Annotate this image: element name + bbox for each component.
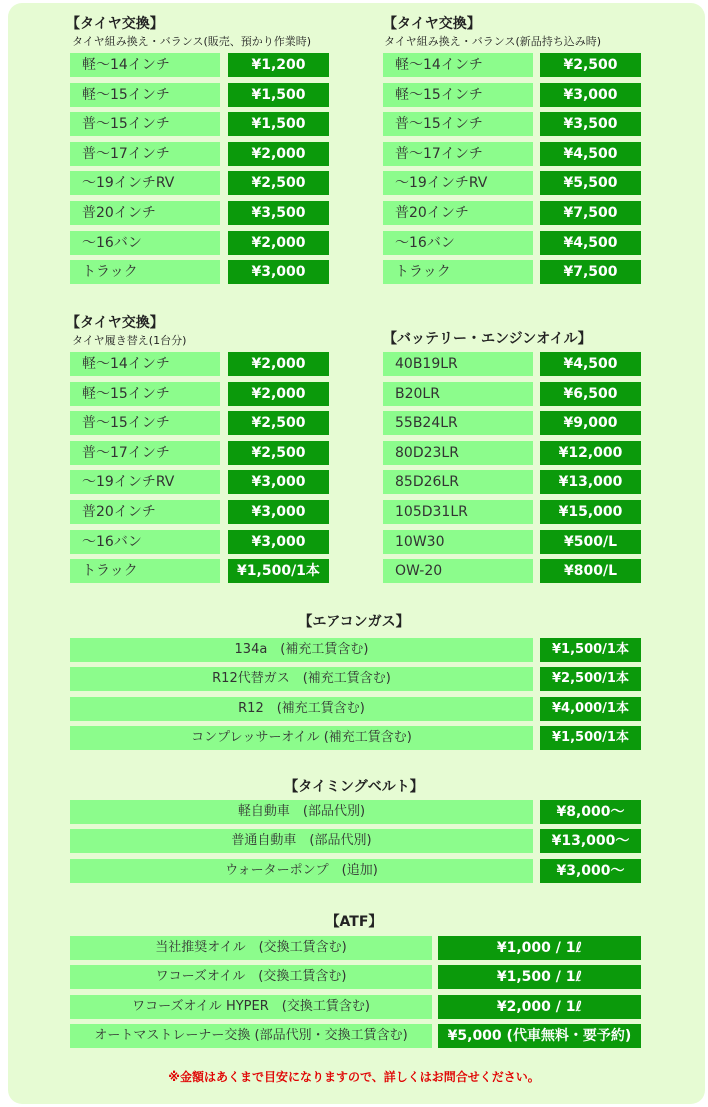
row-price: ¥2,000	[228, 352, 329, 376]
row-label: R12代替ガス (補充工賃含む)	[70, 667, 533, 691]
row-price: ¥3,500	[228, 201, 329, 225]
row-price: ¥4,000/1本	[540, 697, 641, 721]
row-label: B20LR	[383, 382, 533, 406]
row-price: ¥7,500	[540, 260, 641, 284]
row-price: ¥2,000	[228, 382, 329, 406]
row-label: 軽～15インチ	[383, 83, 533, 107]
row-price: ¥3,500	[540, 112, 641, 136]
row-label: トラック	[70, 559, 220, 583]
row-price: ¥2,000 / 1ℓ	[438, 995, 641, 1019]
row-label: 80D23LR	[383, 441, 533, 465]
row-price: ¥4,500	[540, 352, 641, 376]
row-price: ¥9,000	[540, 411, 641, 435]
row-label: 軽～15インチ	[70, 83, 220, 107]
row-label: 40B19LR	[383, 352, 533, 376]
row-price: ¥3,000	[540, 83, 641, 107]
row-label: オートマストレーナー交換 (部品代別・交換工賃含む)	[70, 1024, 432, 1048]
row-price: ¥1,500	[228, 112, 329, 136]
row-label: 普～15インチ	[383, 112, 533, 136]
row-price: ¥15,000	[540, 500, 641, 524]
row-price: ¥12,000	[540, 441, 641, 465]
row-label: ～19インチRV	[383, 171, 533, 195]
timing-belt-title: 【タイミングベルト】	[284, 779, 424, 795]
row-price: ¥1,500	[228, 83, 329, 107]
row-price: ¥5,500	[540, 171, 641, 195]
row-price: ¥3,000	[228, 470, 329, 494]
row-price: ¥3,000	[228, 500, 329, 524]
row-price: ¥2,500	[228, 411, 329, 435]
row-price: ¥500/L	[540, 530, 641, 554]
row-label: トラック	[383, 260, 533, 284]
row-label: 134a (補充工賃含む)	[70, 638, 533, 662]
row-price: ¥6,500	[540, 382, 641, 406]
row-label: コンプレッサーオイル (補充工賃含む)	[70, 726, 533, 750]
row-price: ¥2,500/1本	[540, 667, 641, 691]
row-label: ワコーズオイル HYPER (交換工賃含む)	[70, 995, 432, 1019]
tire-sale-subtitle: タイヤ組み換え・バランス(販売、預かり作業時)	[72, 35, 312, 48]
row-price: ¥4,500	[540, 231, 641, 255]
row-label: ワコーズオイル (交換工賃含む)	[70, 965, 432, 989]
aircon-title: 【エアコンガス】	[298, 614, 410, 630]
row-label: トラック	[70, 260, 220, 284]
row-price: ¥800/L	[540, 559, 641, 583]
row-price: ¥2,500	[540, 53, 641, 77]
row-price: ¥2,000	[228, 142, 329, 166]
row-label: 普～15インチ	[70, 112, 220, 136]
tire-swap-subtitle: タイヤ履き替え(1台分)	[72, 334, 187, 347]
row-label: 55B24LR	[383, 411, 533, 435]
row-label: ～19インチRV	[70, 470, 220, 494]
row-price: ¥1,500 / 1ℓ	[438, 965, 641, 989]
row-label: 軽～14インチ	[70, 53, 220, 77]
battery-oil-title: 【バッテリー・エンジンオイル】	[383, 331, 592, 347]
row-price: ¥2,500	[228, 171, 329, 195]
row-label: 普～17インチ	[70, 441, 220, 465]
row-price: ¥7,500	[540, 201, 641, 225]
row-price: ¥1,500/1本	[540, 726, 641, 750]
row-label: 普～17インチ	[383, 142, 533, 166]
row-label: 普20インチ	[70, 500, 220, 524]
tire-swap-title: 【タイヤ交換】	[66, 315, 164, 331]
row-label: 普～17インチ	[70, 142, 220, 166]
row-label: 105D31LR	[383, 500, 533, 524]
row-label: 85D26LR	[383, 470, 533, 494]
row-price: ¥4,500	[540, 142, 641, 166]
row-price: ¥13,000～	[540, 829, 641, 853]
row-label: 普20インチ	[383, 201, 533, 225]
row-price: ¥3,000～	[540, 859, 641, 883]
row-price: ¥1,000 / 1ℓ	[438, 936, 641, 960]
tire-bring-subtitle: タイヤ組み換え・バランス(新品持ち込み時)	[384, 35, 602, 48]
row-price: ¥13,000	[540, 470, 641, 494]
row-label: 軽～15インチ	[70, 382, 220, 406]
row-price: ¥2,000	[228, 231, 329, 255]
row-label: ウォーターポンプ (追加)	[70, 859, 533, 883]
row-label: 普通自動車 (部品代別)	[70, 829, 533, 853]
row-label: 軽自動車 (部品代別)	[70, 800, 533, 824]
disclaimer-note: ※金額はあくまで目安になりますので、詳しくはお問合せください。	[168, 1070, 540, 1084]
row-price: ¥3,000	[228, 530, 329, 554]
row-label: ～16バン	[70, 530, 220, 554]
atf-title: 【ATF】	[325, 914, 383, 930]
row-label: OW-20	[383, 559, 533, 583]
row-label: ～16バン	[383, 231, 533, 255]
row-price: ¥3,000	[228, 260, 329, 284]
row-price: ¥1,200	[228, 53, 329, 77]
row-label: 10W30	[383, 530, 533, 554]
row-label: ～16バン	[70, 231, 220, 255]
row-price: ¥1,500/1本	[540, 638, 641, 662]
row-label: 軽～14インチ	[70, 352, 220, 376]
row-label: ～19インチRV	[70, 171, 220, 195]
tire-sale-title: 【タイヤ交換】	[66, 16, 164, 32]
row-label: 当社推奨オイル (交換工賃含む)	[70, 936, 432, 960]
row-price: ¥8,000～	[540, 800, 641, 824]
row-price: ¥5,000 (代車無料・要予約)	[438, 1024, 641, 1048]
tire-bring-title: 【タイヤ交換】	[383, 16, 481, 32]
row-label: 普～15インチ	[70, 411, 220, 435]
row-label: 軽～14インチ	[383, 53, 533, 77]
row-price: ¥2,500	[228, 441, 329, 465]
row-price: ¥1,500/1本	[228, 559, 329, 583]
row-label: R12 (補充工賃含む)	[70, 697, 533, 721]
row-label: 普20インチ	[70, 201, 220, 225]
